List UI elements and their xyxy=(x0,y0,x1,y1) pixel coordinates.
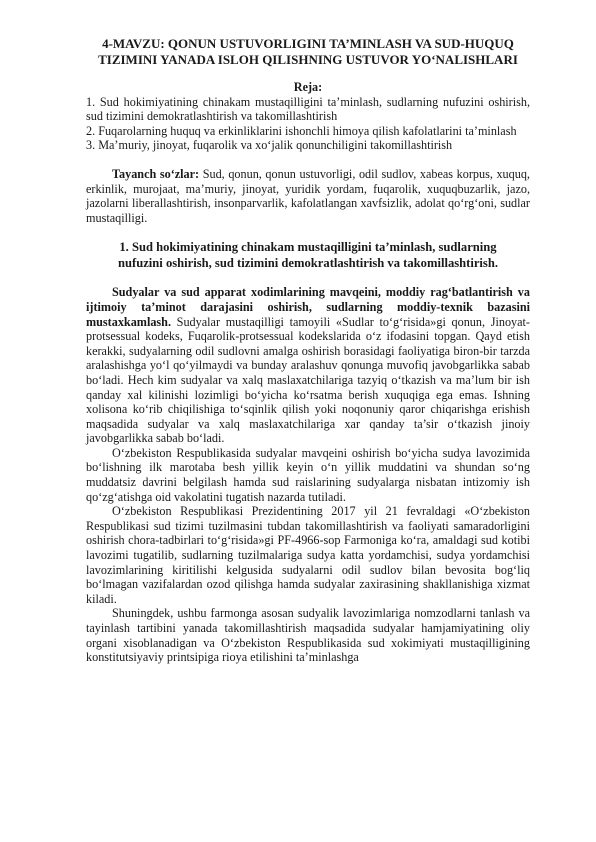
section-paragraph-2: O‘zbekiston Respublikasida sudyalar mavqeini oshirish bo‘yicha sudya lavozimida bo‘lishning ilk marotaba besh yillik keyin o‘n yillik muddatini va shundan so‘ng muddatsiz davrini belgilash hamda sud raislarining sudyalarga nisbatan intizomiy ish qo‘zg‘atishga oid vakolatini tugatish nazarda tutiladi. xyxy=(86,445,530,504)
section-paragraph-4: Shuningdek, ushbu farmonga asosan sudyalik lavozimlariga nomzodlarni tanlash va tayinlash tartibini yanada takomillashtirish maqsadida sudyalar hamjamiyatining oliy organi xisoblanadigan va O‘zbekiston Respublikasida sud xokimiyati mustaqilligining konstitutsiyaviy printsipiga rioya etilishini ta’minlashga xyxy=(86,606,530,665)
keywords-label: Tayanch so‘zlar: xyxy=(112,166,200,181)
paragraph-1-text: Sudyalar mustaqilligi tamoyili «Sudlar to‘g‘risida»gi qonun, Jinoyat-protsessual kodeks, Fuqarolik-protsessual kodekslarida o‘z ifodasini topgan. Qayd etish kerakki, sudyalarning odil sudlovni amalga oshirish borasidagi faoliyatiga biron-bir tarzda aralashishga yo‘l qo‘yilmaydi va bunday aralashuv qonunga muvofiq javobgarlikka sabab bo‘ladi. Hech kim sudyalar va xalq maslaxatchilariga tazyiq o‘tkazish va ma’lum bir ish qanday xal kilinishi lozimligi bo‘yicha ko‘rsatma berish xuquqiga ega emas. Ishning xolisona ko‘rib chiqilishiga to‘sqinlik qilish yoki noqonuniy qaror chiqarishga erishish maqsadida sudyalar va xalq maslaxatchilariga xar qanday ta’sir o‘tkazish jinoiy javobgarlikka sabab bo‘ladi. xyxy=(86,314,530,446)
document-title: 4-MAVZU: QONUN USTUVORLIGINI TA’MINLASH VA SUD-HUQUQ TIZIMINI YANADA ISLOH QILISHNING USTUVOR YO‘NALISHLARI xyxy=(98,36,518,67)
document-page xyxy=(86,36,530,665)
plan-heading: Reja: xyxy=(293,80,323,94)
plan-list xyxy=(86,95,530,153)
keywords-paragraph xyxy=(86,167,530,225)
plan-item-3: 3. Ma’muriy, jinoyat, fuqarolik va xo‘jalik qonunchiligini takomillashtirish xyxy=(86,138,453,153)
section-paragraph-3: O‘zbekiston Respublikasi Prezidentining 2017 yil 21 fevraldagi «O‘zbekiston Respublikasi sud tizimi tuzilmasini tubdan takomillashtirish va faoliyati samaradorligini oshirish chora-tadbirlari to‘g‘risida»gi PF-4966-sop Farmoniga ko‘ra, amaldagi sud kotibi lavozimi tugatilib, sudlarning tuzilmalariga sudya katta yordamchisi, sudya yordamchisi lavozimlarining kiritilishi kelgusida sudyalarni odil sudlov bilan bevosita bog‘liq bo‘lmagan vazifalardan ozod qilishga hamda sudyalar zaxirasining shakllanishiga xizmat kiladi. xyxy=(86,504,530,606)
plan-item-1: 1. Sud hokimiyatining chinakam mustaqilligini ta’minlash, sudlarning nufuzini oshirish, sud tizimini demokratlashtirish va takomillashtirish xyxy=(86,94,530,124)
keywords-text: Sud, qonun, qonun ustuvorligi, odil sudlov, xabeas korpus, xuquq, erkinlik, murojaat, ma’muriy, jinoyat, yuridik yordam, fuqarolik, xuquqbuzarlik, jazo, jazolarni liberallashtirish, insonparvarlik, kafolatlangan xavfsizlik, adolat qo‘rg‘oni, sudlar mustaqilligi. xyxy=(86,166,530,225)
paragraph-lead: Sudyalar va sud apparat xodimlarining mavqeini, moddiy rag‘batlantirish va ijtimoiy ta’minot darajasini oshirish, sudlarning moddiy-texnik bazasini mustaxkamlash. xyxy=(86,285,530,329)
section-paragraph-1 xyxy=(86,285,530,446)
section-heading: 1. Sud hokimiyatining chinakam mustaqilligini ta’minlash, sudlarning nufuzini oshirish, sud tizimini demokratlashtirish va takomillashtirish. xyxy=(118,240,498,271)
plan-item-2: 2. Fuqarolarning huquq va erkinliklarini ishonchli himoya qilish kafolatlarini ta’minlash xyxy=(86,123,517,138)
